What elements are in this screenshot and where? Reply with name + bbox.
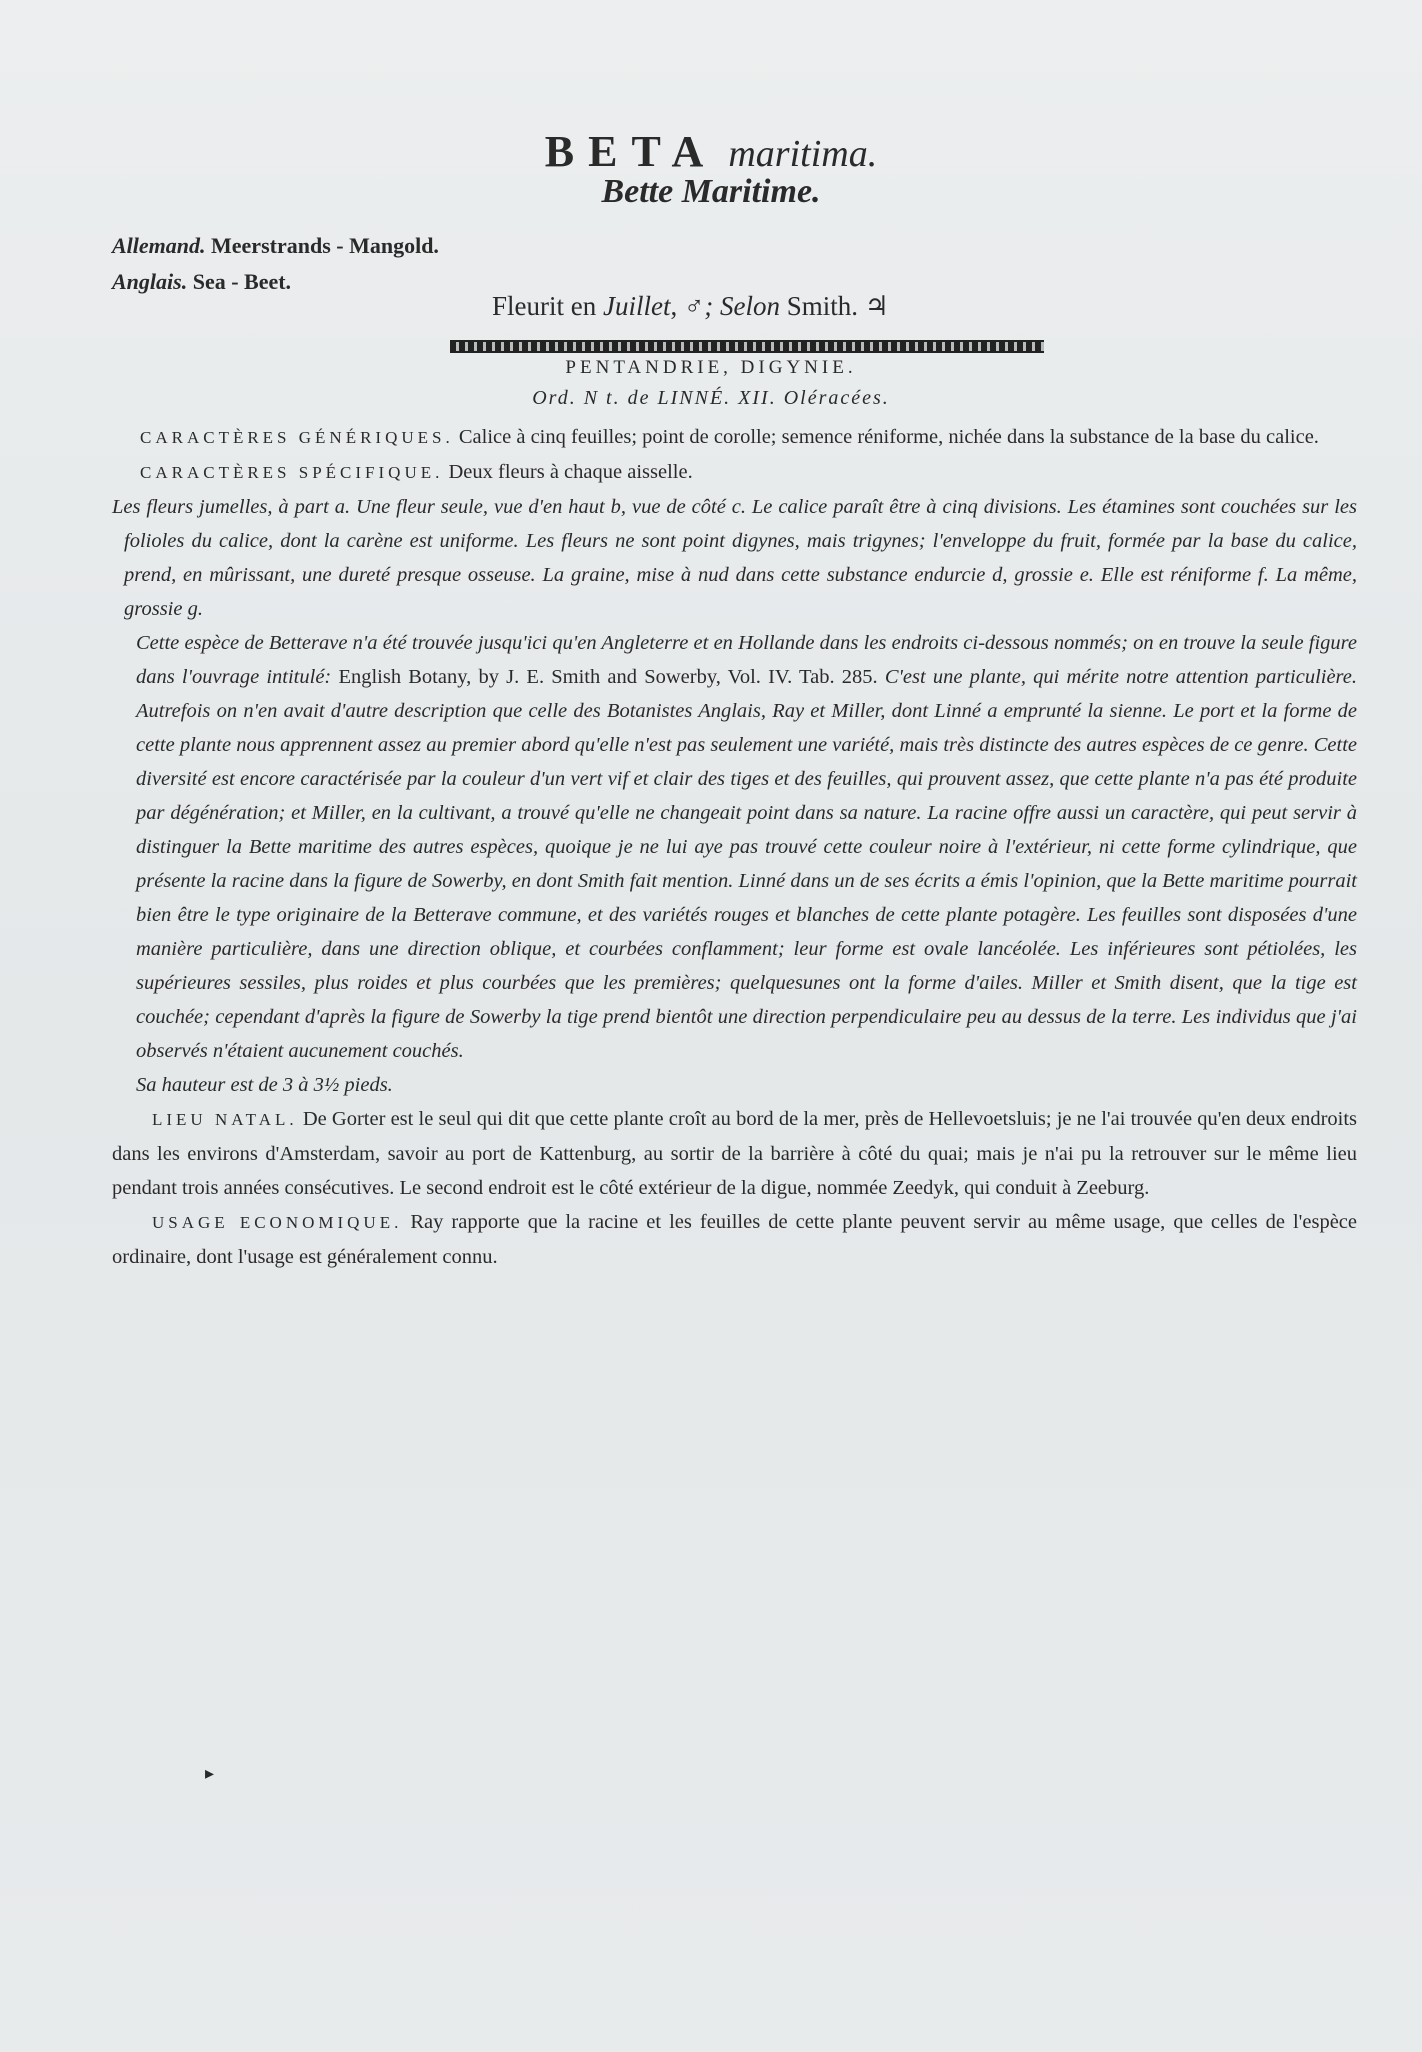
genus-name: BETA — [544, 127, 718, 176]
vernacular-names — [112, 228, 439, 300]
habitat: LIEU NATAL. De Gorter est le seul qui dit que cette plante croît au bord de la mer, près de Hellevoetsluis; je ne l'ai trouvée qu'en deux endroits dans les environs d'Amsterdam, savoir au port de Kattenburg, au sortir de la barrière à côté du quai; mais je n'ai pu la retrouver sur le même lieu pendant trois années consécutives. Le second endroit est le côté extérieur de la digue, nommée Zeedyk, qui conduit à Zeeburg. — [112, 1108, 1358, 1199]
species-name: maritima. — [728, 133, 878, 175]
document-body — [112, 420, 1357, 1274]
linnaean-class: PENTANDRIE, DIGYNIE. — [565, 357, 857, 378]
flower-description: Les fleurs jumelles, à part a. Une fleur seule, vue d'en haut b, vue de côté c. Le calice paraît être à cinq divisions. Les étamines sont couchées sur les folioles du calice, dont la carène est uniforme. Les fleurs ne sont point digynes, mais trigynes; l'enveloppe du fruit, formée par la base du calice, prend, en mûrissant, une dureté presque osseuse. La graine, mise à nud dans cette substance endurcie d, grossie e. Elle est réniforme f. La même, grossie g. — [112, 496, 1357, 620]
natural-order: Ord. N t. de LINNÉ. XII. Oléracées. — [532, 387, 890, 409]
name-german: Allemand. Meerstrands - Mangold. — [112, 233, 439, 258]
discussion: Cette espèce de Betterave n'a été trouvée jusqu'ici qu'en Angleterre et en Hollande dans les endroits ci-dessous nommés; on en trouve la seule figure dans l'ouvrage intitulé: English Botany, by J. E. Smith and Sowerby, Vol. IV. Tab. 285. C'est une plante, qui mérite notre attention particulière. Autrefois on n'en avait d'autre description que celle des Botanistes Anglais, Ray et Miller, dont Linné a emprunté la sienne. Le port et la forme de cette plante nous apprennent assez au premier abord qu'elle n'est pas seulement une variété, mais très distincte des autres espèces de ce genre. Cette diversité est encore caractérisée par la couleur d'un vert vif et clair des tiges et des feuilles, qui prouvent assez, que cette plante n'a pas été produite par dégénération; et Miller, en la cultivant, a trouvé qu'elle ne changeait point dans sa nature. La racine offre aussi un caractère, qui peut servir à distinguer la Bette maritime des autres espèces, quoique je ne lui aye pas trouvé cette couleur noire à l'extérieur, ni cette forme cylindrique, que présente la racine dans la figure de Sowerby, en dont Smith fait mention. Linné dans un de ses écrits a émis l'opinion, que la Bette maritime pourrait bien être le type originaire de la Betterave commune, et des variétés rouges et blanches de cette plante potagère. Les feuilles sont disposées d'une manière particulière, dans une direction oblique, et courbées conflamment; leur forme est ovale lancéolée. Les inférieures sont pétiolées, les supérieures sessiles, plus roides et plus courbées que les premières; quelquesunes ont la forme d'ailes. Miller et Smith disent, que la tige est couchée; cependant d'après la figure de Sowerby la tige prend bientôt une direction perpendiculaire peu au dessus de la terre. Les individus que j'ai observés n'étaient aucunement couchés. — [136, 632, 1357, 1062]
generic-characters: CARACTÈRES GÉNÉRIQUES. Calice à cinq feuilles; point de corolle; semence réniforme, nichée dans la substance de la base du calice. — [140, 426, 1319, 448]
common-name: Bette Maritime. — [601, 173, 821, 210]
flowering-info: Fleurit en Juillet, ♂; Selon Smith. ♃ — [492, 291, 889, 321]
plant-height: Sa hauteur est de 3 à 3½ pieds. — [136, 1074, 393, 1096]
name-english: Anglais. Sea - Beet. — [112, 269, 292, 294]
printer-mark: ▸ — [205, 1763, 215, 1783]
economic-usage: USAGE ECONOMIQUE. Ray rapporte que la racine et les feuilles de cette plante peuvent servir au même usage, que celles de l'espèce ordinaire, dont l'usage est généralement connu. — [112, 1211, 1358, 1268]
specific-characters: CARACTÈRES SPÉCIFIQUE. Deux fleurs à chaque aisselle. — [140, 461, 693, 483]
decorative-rule — [450, 340, 1044, 353]
